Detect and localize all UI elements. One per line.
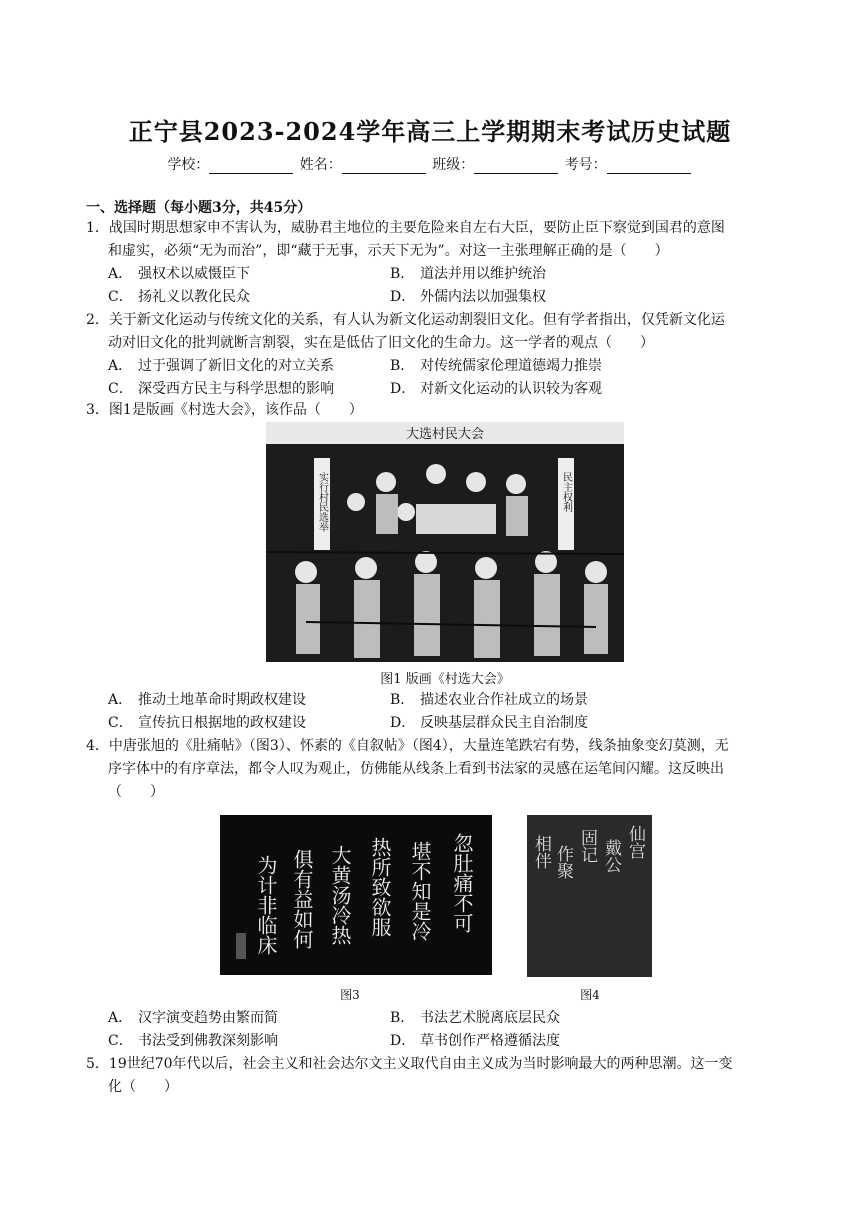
q3-option-a[interactable]: A． 推动土地革命时期政权建设 <box>108 692 306 708</box>
q1-option-d[interactable]: D． 外儒内法以加强集权 <box>390 289 546 305</box>
fig4-column-2: 戴公 <box>601 839 621 873</box>
class-label: 班级： <box>432 157 475 173</box>
q1-option-b[interactable]: B． 道法并用以维护统治 <box>390 266 546 282</box>
fig3-column-6: 为计非临床 <box>254 855 278 955</box>
calligraphy-figure-3 <box>220 815 492 975</box>
q2-option-b[interactable]: B． 对传统儒家伦理道德竭力推崇 <box>390 358 602 374</box>
exam-number-label: 考号： <box>564 157 607 173</box>
fig3-column-3: 热所致欲服 <box>368 837 392 937</box>
figure-3-caption: 图3 <box>340 988 360 1002</box>
q2-option-d[interactable]: D． 对新文化运动的认识较为客观 <box>390 381 602 397</box>
question-1-line-2: 和虚实，必须“无为而治”，即“藏于无事，示天下无为”。对这一主张理解正确的是（ ） <box>108 243 669 259</box>
question-4-line-1: 4．中唐张旭的《肚痛帖》（图3）、怀素的《自叙帖》（图4），大量连笔跌宕有势，线条抽象变幻莫测，无 <box>86 738 729 754</box>
exam-title: 正宁县2023-2024学年高三上学期期末考试历史试题 <box>128 117 732 146</box>
exam-number-blank[interactable] <box>607 159 691 174</box>
question-1-line-1: 1．战国时期思想家申不害认为，威胁君主地位的主要危险来自左右大臣，要防止臣下察觉到国君的意图 <box>86 220 725 236</box>
fig4-column-5: 相伴 <box>531 835 551 869</box>
q3-option-d[interactable]: D． 反映基层群众民主自治制度 <box>390 715 588 731</box>
right-scroll-text: 民主权利 <box>560 472 572 512</box>
question-5-line-2: 化（ ） <box>108 1079 178 1095</box>
calligraphy-figure-4 <box>527 815 652 977</box>
q4-option-c[interactable]: C． 书法受到佛教深刻影响 <box>108 1033 278 1049</box>
question-5-line-1: 5．19世纪70年代以后，社会主义和社会达尔文主义取代自由主义成为当时影响最大的两种思潮。这一变 <box>86 1056 733 1072</box>
fig3-column-2: 堪不知是冷 <box>408 841 432 941</box>
figure-4-caption: 图4 <box>580 988 600 1002</box>
question-4-line-3: （ ） <box>108 784 164 800</box>
school-label: 学校： <box>167 157 210 173</box>
school-blank[interactable] <box>209 159 293 174</box>
name-label: 姓名： <box>299 157 342 173</box>
left-scroll-text: 实行村民选举 <box>316 472 328 532</box>
calligraphy-zixu-tie-image <box>527 815 652 977</box>
q2-option-c[interactable]: C． 深受西方民主与科学思想的影响 <box>108 381 334 397</box>
question-3-line-1: 3．图1是版画《村选大会》，该作品（ ） <box>86 402 363 418</box>
question-2-line-2: 动对旧文化的批判就断言割裂，实在是低估了旧文化的生命力。这一学者的观点（ ） <box>108 335 654 351</box>
fig4-column-1: 仙宫 <box>625 825 645 859</box>
q4-option-a[interactable]: A． 汉字演变趋势由繁而简 <box>108 1010 278 1026</box>
fig3-column-5: 俱有益如何 <box>290 849 314 949</box>
fig4-column-4: 作聚 <box>553 845 573 879</box>
banner-text: 大选村民大会 <box>405 427 485 442</box>
fig3-column-1: 忽肚痛不可 <box>450 833 474 933</box>
student-info-row <box>0 154 860 174</box>
q4-option-b[interactable]: B． 书法艺术脱离底层民众 <box>390 1010 560 1026</box>
class-blank[interactable] <box>474 159 558 174</box>
woodcut-village-election-image <box>266 422 624 662</box>
q1-option-c[interactable]: C． 扬礼义以教化民众 <box>108 289 250 305</box>
q1-option-a[interactable]: A． 强权术以威慑臣下 <box>108 266 250 282</box>
figure-1-caption: 图1 版画《村选大会》 <box>380 672 510 687</box>
name-blank[interactable] <box>342 159 426 174</box>
q4-option-d[interactable]: D． 草书创作严格遵循法度 <box>390 1033 560 1049</box>
calligraphy-dutong-tie-image <box>220 815 492 975</box>
q2-option-a[interactable]: A． 过于强调了新旧文化的对立关系 <box>108 358 334 374</box>
woodcut-illustration <box>266 422 624 662</box>
section-heading: 一、选择题（每小题3分，共45分） <box>86 200 312 216</box>
fig4-column-3: 固记 <box>577 829 597 863</box>
question-4-line-2: 序字体中的有序章法，都令人叹为观止，仿佛能从线条上看到书法家的灵感在运笔间闪耀。这反映出 <box>108 761 724 777</box>
fig3-column-4: 大黄汤冷热 <box>328 845 352 945</box>
q3-option-c[interactable]: C． 宣传抗日根据地的政权建设 <box>108 715 306 731</box>
question-2-line-1: 2．关于新文化运动与传统文化的关系，有人认为新文化运动割裂旧文化。但有学者指出，仅凭新文化运 <box>86 312 725 328</box>
q3-option-b[interactable]: B． 描述农业合作社成立的场景 <box>390 692 588 708</box>
